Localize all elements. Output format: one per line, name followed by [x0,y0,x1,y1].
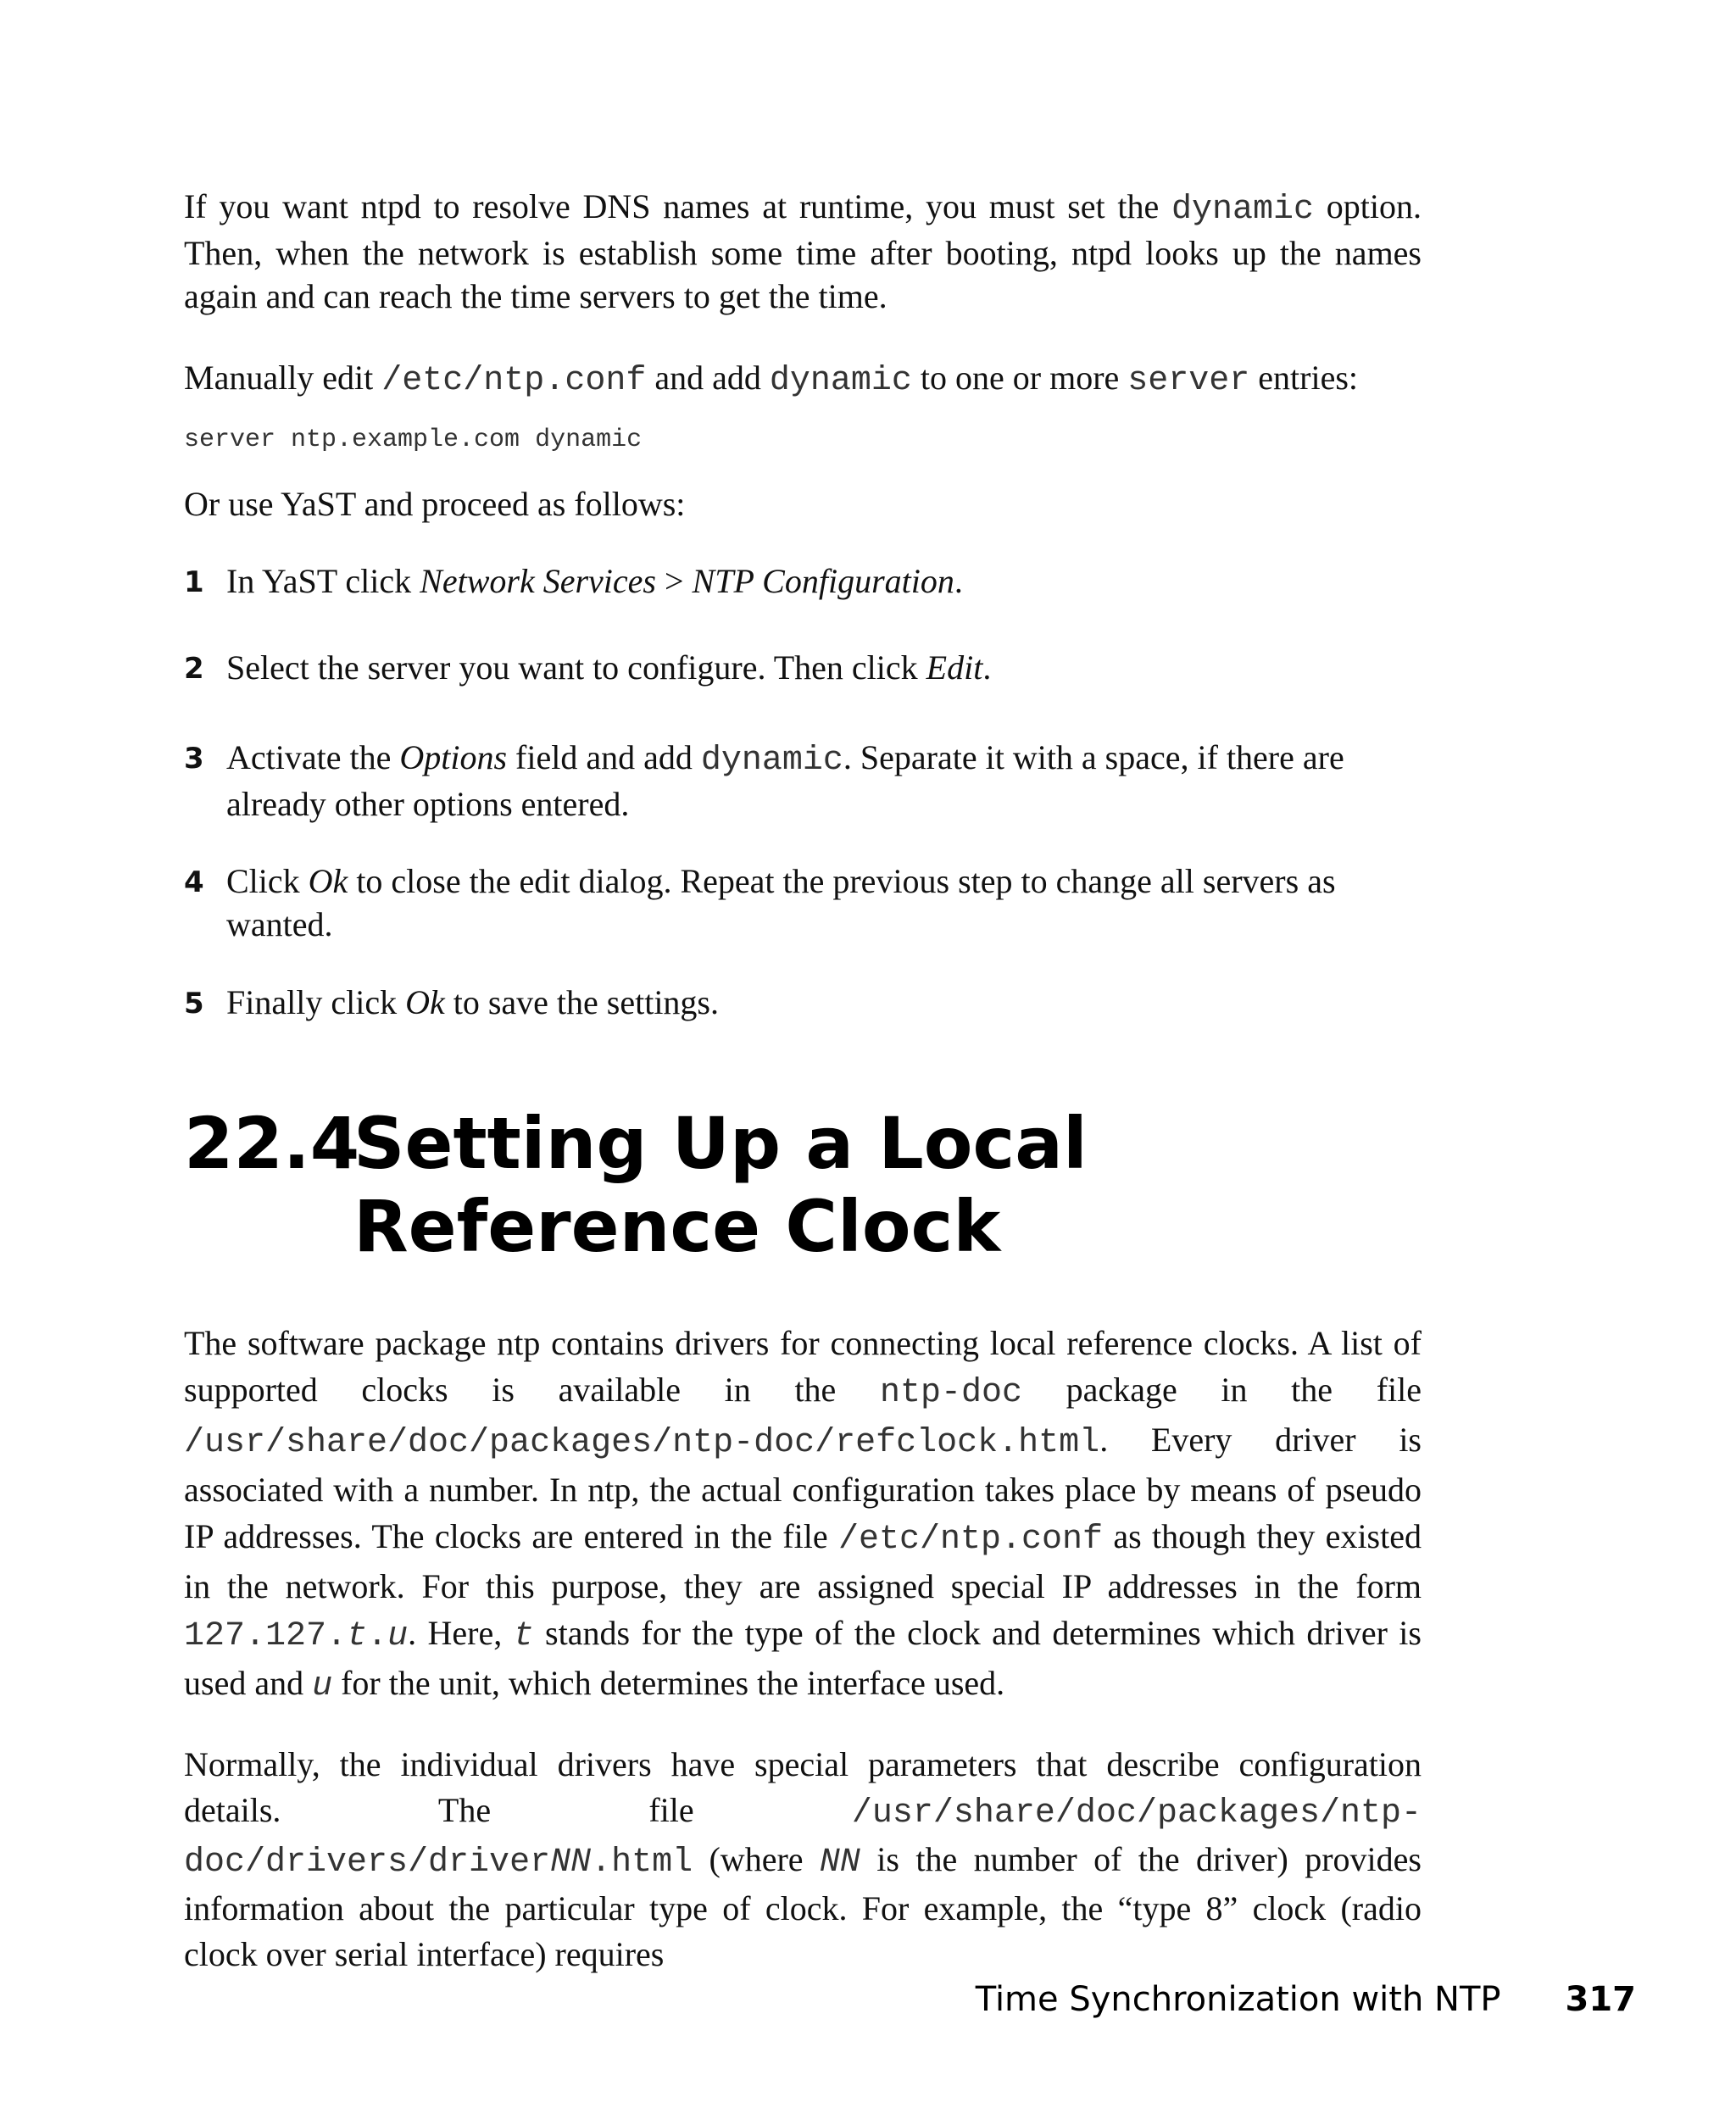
text: Normally, the individual drivers have special parameters that describe configuration details. The file [184,1745,1422,1829]
paragraph-reference-clocks [184,1320,1422,1710]
code-ntp-conf: /etc/ntp.conf [837,1521,1103,1559]
text: . [954,562,963,600]
code-ntp-conf: /etc/ntp.conf [381,362,647,400]
text: If you want ntpd to resolve DNS names at runtime, you must set the [184,187,1171,225]
menu-path-ntp-configuration: NTP Configuration [692,562,954,600]
step-item [184,559,1422,603]
code-ip-t: t [347,1617,368,1655]
step-number: 2 [184,652,204,686]
section-title: Setting Up a Local Reference Clock [353,1102,1088,1268]
step-number: 4 [184,865,204,899]
paragraph-manual-edit [184,356,1422,403]
text: option. Then, when the network is establish some time after booting, ntpd looks up the names again and can reach the time servers to get the time. [184,187,1422,315]
ok-label: Ok [405,983,445,1021]
text: Activate the [226,738,400,776]
code-driver-path: /usr/share/doc/packages/ntp-doc/drivers/driver [184,1794,1422,1882]
code-ip-dot: . [367,1617,388,1655]
text: Select the server you want to configure. Then click [226,648,926,687]
step-number: 1 [184,565,204,599]
code-example-line: server ntp.example.com dynamic [184,425,643,454]
code-ip-prefix: 127.127. [184,1617,348,1655]
step-number: 5 [184,987,204,1021]
text: entries: [1249,359,1359,397]
text: is the number of the driver) provides information about the particular type of clock. For example, the “type 8” clock (radio clock over serial interface) requires [184,1840,1422,1973]
text: . Here, [408,1614,514,1652]
code-server: server [1127,362,1250,400]
section-number: 22.4 [184,1102,360,1185]
step-item [184,646,1422,689]
text: . Every driver is associated with a number. In ntp, the actual configuration takes place by means of pseudo IP addresses. The clocks are entered in the file [184,1421,1422,1555]
step-item [184,859,1422,946]
step-item [184,981,1422,1024]
edit-label: Edit [926,648,983,687]
text: Click [226,862,309,900]
page-footer [976,1979,1636,2020]
lower-text-block [184,1320,1422,1977]
text: and add [646,359,770,397]
paragraph-yast-intro: Or use YaST and proceed as follows: [184,485,686,523]
code-ntp-doc: ntp-doc [879,1374,1023,1412]
text: to one or more [911,359,1128,397]
paragraph-dynamic-option [184,185,1422,318]
menu-path-network-services: Network Services [420,562,656,600]
code-html-ext: .html [591,1844,693,1882]
text: stands for the type of the clock and determines which driver is used and [184,1614,1422,1702]
text: . [982,648,992,687]
code-ip-u: u [387,1617,409,1655]
ok-label: Ok [308,862,348,900]
section-heading [184,1102,1413,1268]
text: > [655,562,693,600]
text: Manually edit [184,359,382,397]
code-driver-nn: NN [550,1844,592,1882]
text: to close the edit dialog. Repeat the previous step to change all servers as wanted. [226,862,1336,943]
code-t: t [513,1617,534,1655]
code-dynamic: dynamic [769,362,912,400]
code-nn: NN [819,1844,860,1882]
step-number: 3 [184,742,204,776]
options-label: Options [399,738,508,776]
text: In YaST click [226,562,420,600]
steps-list [184,559,1422,1024]
text: The software package ntp contains drivers for connecting local reference clocks. A list of supported clocks is available in the [184,1324,1422,1409]
code-refclock-path: /usr/share/doc/packages/ntp-doc/refclock.html [184,1424,1100,1462]
page-number: 317 [1565,1980,1636,2019]
text: (where [693,1840,820,1878]
text: as though they existed in the network. For this purpose, they are assigned special IP addresses in the form [184,1517,1422,1605]
text: Finally click [226,983,406,1021]
text: field and add [507,738,701,776]
text: package in the file [1022,1371,1422,1409]
step-item [184,736,1422,826]
text: for the unit, which determines the interface used. [332,1664,1005,1702]
upper-text-block [184,185,1422,1024]
text: to save the settings. [444,983,719,1021]
code-dynamic: dynamic [700,742,843,780]
text: . Separate it with a space, if there are already other options entered. [226,738,1344,823]
code-dynamic: dynamic [1171,191,1315,229]
chapter-title: Time Synchronization with NTP [975,1980,1501,2019]
paragraph-driver-parameters [184,1742,1422,1977]
code-u: u [312,1667,333,1705]
